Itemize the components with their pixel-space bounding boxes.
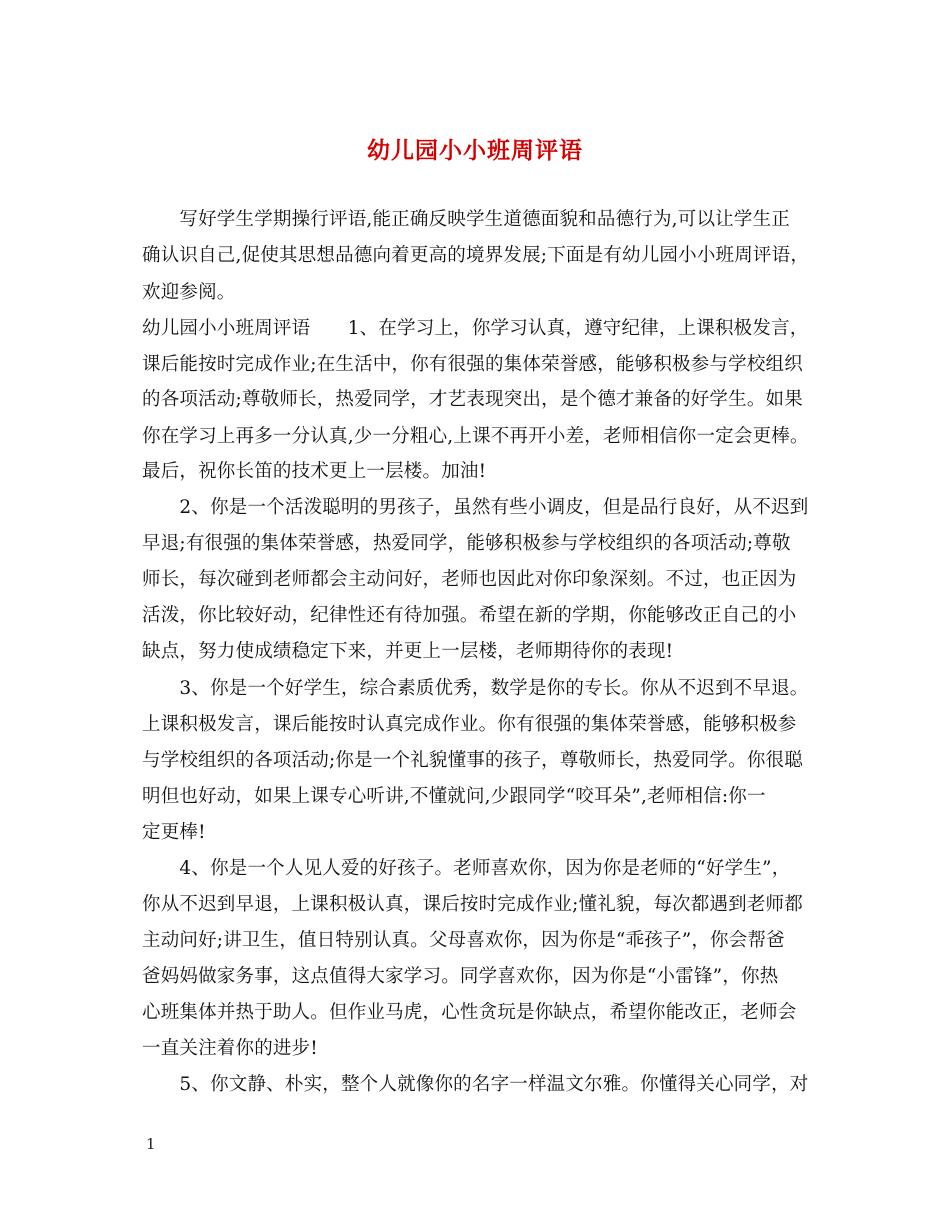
text-line: 与学校组织的各项活动;你是一个礼貌懂事的孩子，尊敬师长，热爱同学。你很聪 bbox=[142, 750, 803, 771]
text-line: 定更棒! bbox=[142, 822, 206, 843]
text-line: 欢迎参阅。 bbox=[142, 282, 236, 303]
text-line: 早退;有很强的集体荣誉感，热爱同学，能够积极参与学校组织的各项活动;尊敬 bbox=[142, 533, 791, 554]
text-line: 明但也好动，如果上课专心听讲,不懂就问,少跟同学“咬耳朵”,老师相信:你一 bbox=[142, 786, 766, 807]
text-line: 你从不迟到早退，上课积极认真，课后按时完成作业;懂礼貌，每次都遇到老师都 bbox=[142, 894, 803, 915]
text-line: 上课积极发言，课后能按时认真完成作业。你有很强的集体荣誉感，能够积极参 bbox=[142, 714, 797, 735]
text-line: 一直关注着你的进步! bbox=[142, 1038, 318, 1059]
text-line: 3、你是一个好学生，综合素质优秀，数学是你的专长。你从不迟到不早退。 bbox=[142, 678, 809, 699]
text-line: 爸妈妈做家务事，这点值得大家学习。同学喜欢你，因为你是“小雷锋”，你热 bbox=[142, 966, 779, 987]
text-line: 幼儿园小小班周评语 1、在学习上，你学习认真，遵守纪律，上课积极发言， bbox=[142, 318, 809, 339]
text-line: 课后能按时完成作业;在生活中，你有很强的集体荣誉感，能够积极参与学校组织 bbox=[142, 354, 803, 375]
text-line: 写好学生学期操行评语,能正确反映学生道德面貌和品德行为,可以让学生正 bbox=[142, 209, 790, 230]
text-line: 缺点，努力使成绩稳定下来，并更上一层楼，老师期待你的表现! bbox=[142, 641, 674, 662]
document-title: 幼儿园小小班周评语 bbox=[367, 137, 583, 164]
page-number: 1 bbox=[146, 1135, 156, 1153]
text-line: 主动问好;讲卫生，值日特别认真。父母喜欢你，因为你是“乖孩子”，你会帮爸 bbox=[142, 930, 785, 951]
text-line: 确认识自己,促使其思想品德向着更高的境界发展;下面是有幼儿园小小班周评语， bbox=[142, 245, 810, 266]
text-line: 活泼，你比较好动，纪律性还有待加强。希望在新的学期，你能够改正自己的小 bbox=[142, 605, 797, 626]
text-line: 5、你文静、朴实，整个人就像你的名字一样温文尔雅。你懂得关心同学，对 bbox=[142, 1074, 809, 1095]
text-line: 你在学习上再多一分认真,少一分粗心,上课不再开小差，老师相信你一定会更棒。 bbox=[142, 426, 809, 447]
text-line: 4、你是一个人见人爱的好孩子。老师喜欢你，因为你是老师的“好学生”， bbox=[142, 858, 791, 879]
text-line: 师长，每次碰到老师都会主动问好，老师也因此对你印象深刻。不过，也正因为 bbox=[142, 569, 797, 590]
text-line: 的各项活动;尊敬师长，热爱同学，才艺表现突出，是个德才兼备的好学生。如果 bbox=[142, 389, 803, 410]
text-line: 最后，祝你长笛的技术更上一层楼。加油! bbox=[142, 461, 487, 482]
text-line: 心班集体并热于助人。但作业马虎，心性贪玩是你缺点，希望你能改正，老师会 bbox=[142, 1002, 797, 1023]
text-line: 2、你是一个活泼聪明的男孩子，虽然有些小调皮，但是品行良好，从不迟到 bbox=[142, 497, 809, 518]
